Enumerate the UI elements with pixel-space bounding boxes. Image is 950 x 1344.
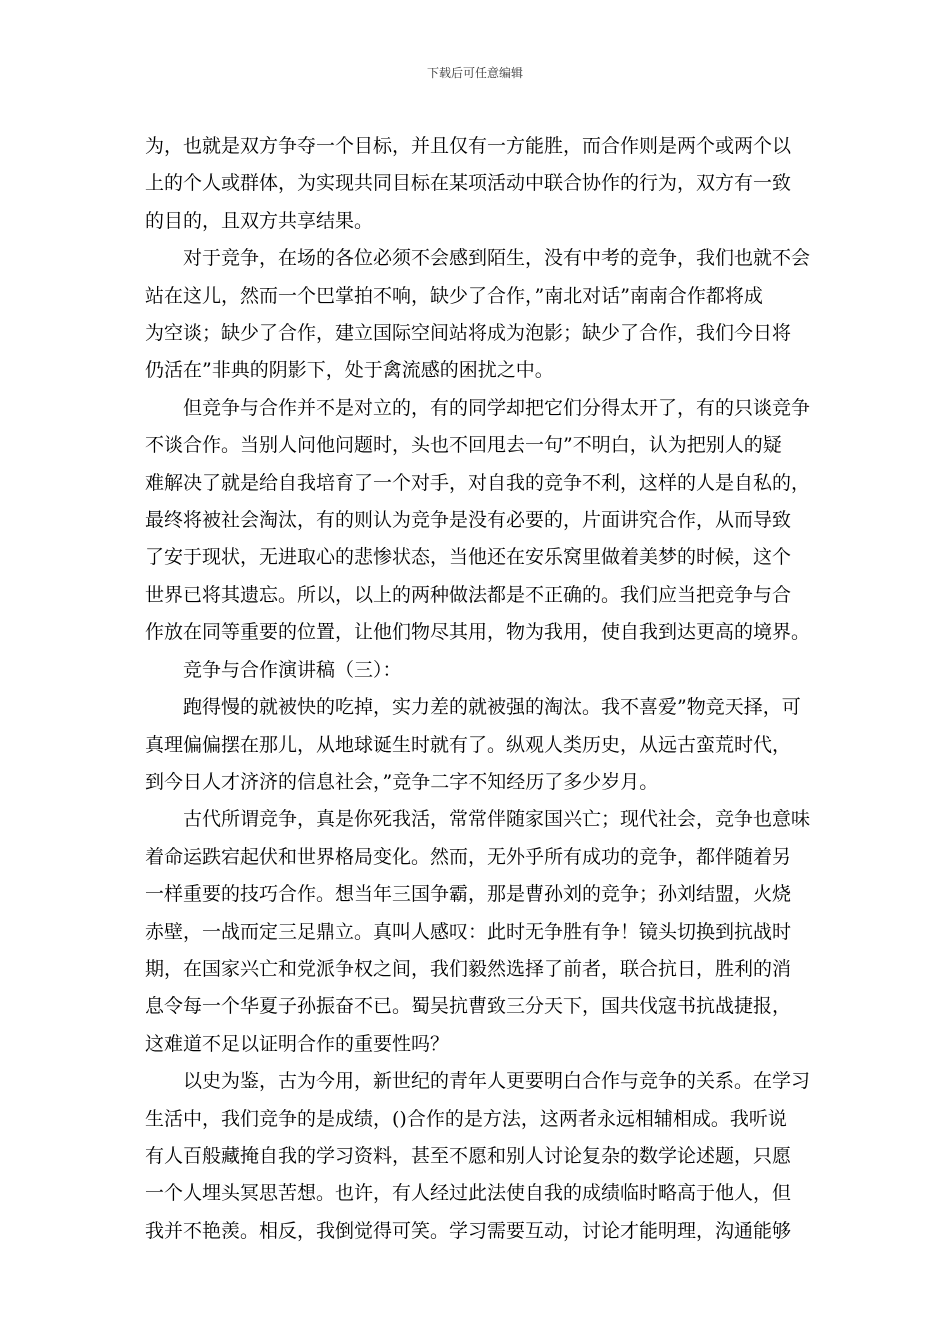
text-line: 以史为鉴，古为今用，新世纪的青年人更要明白合作与竞争的关系。在学习 [145,1070,811,1093]
text-line: 站在这儿，然而一个巴掌拍不响，缺少了合作，”南北对话”南南合作都将成 [145,284,763,307]
text-line: 跑得慢的就被快的吃掉，实力差的就被强的淘汰。我不喜爱”物竞天择，可 [145,696,801,719]
text-line: 有人百般藏掩自我的学习资料，甚至不愿和别人讨论复杂的数学论述题，只愿 [145,1144,792,1167]
text-line: 这难道不足以证明合作的重要性吗？ [145,1032,450,1055]
text-line: 生活中，我们竞争的是成绩，()合作的是方法，这两者永远相辅相成。我听说 [145,1107,787,1130]
text-line: 上的个人或群体，为实现共同目标在某项活动中联合协作的行为，双方有一致 [145,172,792,195]
text-line: 赤壁，一战而定三足鼎立。真叫人感叹：此时无争胜有争！镜头切换到抗战时 [145,920,792,943]
text-line: 竞争与合作演讲稿（三）： [145,658,402,681]
text-line: 的目的，且双方共享结果。 [145,209,374,232]
paragraph [145,128,810,240]
text-line: 最终将被社会淘汰，有的则认为竞争是没有必要的，片面讲究合作，从而导致 [145,509,792,532]
paragraph [145,240,810,390]
text-line: 息令每一个华夏子孙振奋不已。蜀吴抗曹致三分天下，国共伐寇书抗战捷报， [145,995,792,1018]
text-line: 为，也就是双方争夺一个目标，并且仅有一方能胜，而合作则是两个或两个以 [145,135,792,157]
text-line: 不谈合作。当别人问他问题时，头也不回甩去一句”不明白，认为把别人的疑 [145,434,782,457]
text-line: 世界已将其遗忘。所以，以上的两种做法都是不正确的。我们应当把竞争与合 [145,583,792,606]
paragraph [145,1063,810,1250]
text-line: 仍活在”非典的阴影下，处于禽流感的困扰之中。 [145,359,554,382]
text-line: 古代所谓竞争，真是你死我活，常常伴随家国兴亡；现代社会，竞争也意味 [145,808,811,831]
text-line: 到今日人才济济的信息社会，”竞争二字不知经历了多少岁月。 [145,770,659,793]
text-line: 期，在国家兴亡和党派争权之间，我们毅然选择了前者，联合抗日，胜利的消 [145,957,792,980]
paragraph [145,801,810,1063]
document-body [145,128,810,1250]
text-line: 难解决了就是给自我培育了一个对手，对自我的竞争不利，这样的人是自私的， [145,471,811,494]
text-line: 真理偏偏摆在那儿，从地球诞生时就有了。纵观人类历史，从远古蛮荒时代， [145,733,792,756]
text-line: 作放在同等重要的位置，让他们物尽其用，物为我用，使自我到达更高的境界。 [145,621,811,644]
text-line: 了安于现状，无进取心的悲惨状态，当他还在安乐窝里做着美梦的时候，这个 [145,546,792,569]
text-line: 一样重要的技巧合作。想当年三国争霸，那是曹孙刘的竞争；孙刘结盟，火烧 [145,883,792,906]
page-header: 下载后可任意编辑 [426,66,523,80]
text-line: 一个人埋头冥思苦想。也许，有人经过此法使自我的成绩临时略高于他人，但 [145,1182,792,1205]
text-line: 对于竞争，在场的各位必须不会感到陌生，没有中考的竞争，我们也就不会 [145,247,811,270]
paragraph [145,689,810,801]
text-line: 但竞争与合作并不是对立的，有的同学却把它们分得太开了，有的只谈竞争 [145,396,811,419]
paragraph [145,652,810,689]
text-line: 着命运跌宕起伏和世界格局变化。然而，无外乎所有成功的竞争，都伴随着另 [145,845,792,868]
text-line: 我并不艳羡。相反，我倒觉得可笑。学习需要互动，讨论才能明理，沟通能够 [145,1219,792,1242]
paragraph [145,390,810,652]
text-line: 为空谈；缺少了合作，建立国际空间站将成为泡影；缺少了合作，我们今日将 [145,322,792,345]
